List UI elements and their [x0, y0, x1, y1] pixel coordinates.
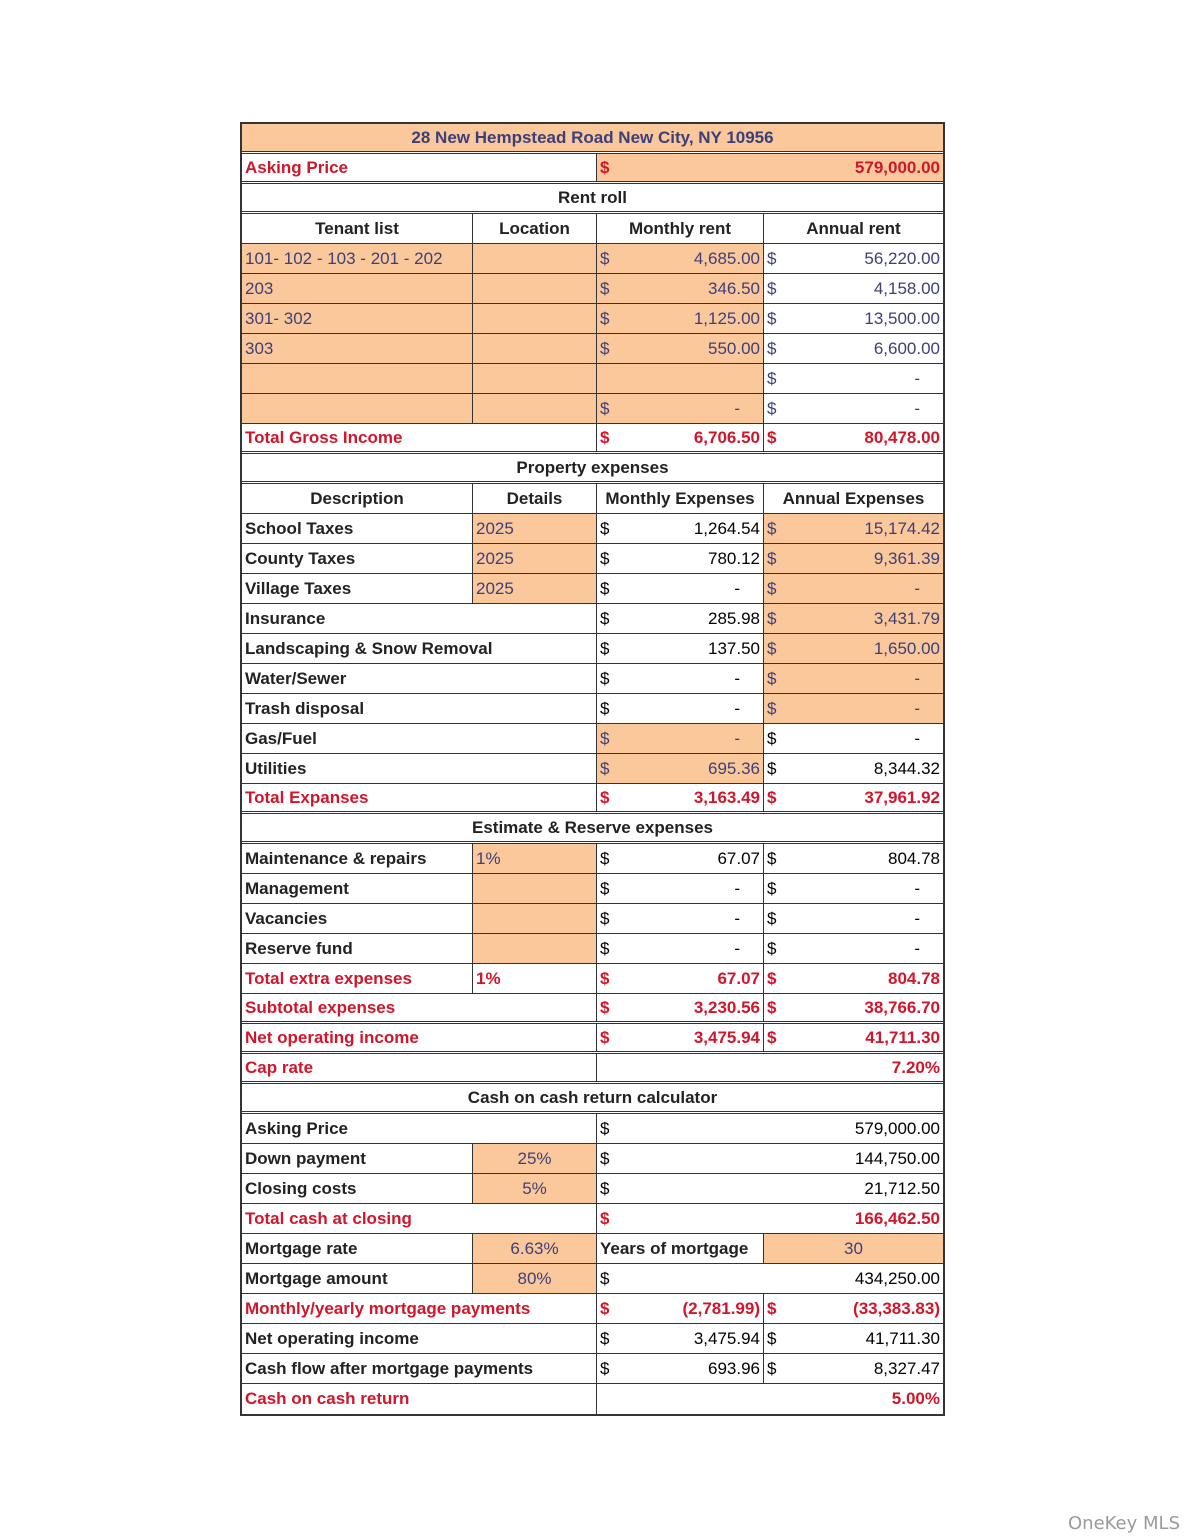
table-row: [242, 754, 943, 784]
mortgage-rate-label: Mortgage rate: [242, 1234, 473, 1263]
tenant-cell: 301- 302: [242, 304, 473, 333]
table-row: [242, 544, 943, 574]
location-cell: [473, 364, 597, 393]
monthly-expense: $ -: [597, 724, 764, 753]
monthly-expense: $ 137.50: [597, 634, 764, 663]
cap-rate-value: 7.20%: [891, 1057, 940, 1077]
cap-rate-row: [242, 1054, 943, 1084]
annual-expense: $ 15,174.42: [764, 514, 943, 543]
rent-roll-heading-row: [242, 184, 943, 214]
subtotal-monthly: $ 3,230.56: [597, 994, 764, 1021]
location-cell: [473, 394, 597, 423]
table-row: [242, 904, 943, 934]
annual-expense: $ 8,344.32: [767, 758, 940, 778]
cashflow-monthly: $ 693.96: [597, 1354, 764, 1383]
net-operating-income-row: [242, 1024, 943, 1054]
table-row: [242, 1234, 943, 1264]
payments-annual: $ (33,383.83): [767, 1298, 940, 1318]
total-annual-expenses: $ 37,961.92: [767, 787, 940, 807]
financial-sheet: [240, 122, 945, 1416]
location-cell: [473, 304, 597, 333]
closing-costs-label: Closing costs: [242, 1174, 473, 1203]
rent-roll-header-row: [242, 214, 943, 244]
table-row: [242, 1144, 943, 1174]
column-header: Description: [242, 484, 473, 513]
total-extra-label: Total extra expenses: [242, 964, 473, 993]
expense-description: Water/Sewer: [242, 664, 597, 693]
down-payment-value: $ 144,750.00: [600, 1148, 940, 1168]
cap-rate-label: Cap rate: [242, 1054, 597, 1081]
column-header: Annual rent: [806, 218, 901, 238]
table-row: [242, 574, 943, 604]
annual-rent-cell: $ -: [767, 398, 920, 418]
reserve-heading-row: [242, 814, 943, 844]
reserve-monthly: $ -: [597, 934, 764, 963]
title-row: [242, 124, 943, 154]
total-gross-income-label: Total Gross Income: [242, 424, 597, 451]
reserve-description: Vacancies: [242, 904, 473, 933]
payments-label: Monthly/yearly mortgage payments: [242, 1294, 597, 1323]
expense-description: Insurance: [242, 604, 597, 633]
coc-noi-label: Net operating income: [242, 1324, 597, 1353]
total-expenses-row: [242, 784, 943, 814]
table-row: [242, 844, 943, 874]
subtotal-expenses-row: [242, 994, 943, 1024]
tenant-cell: 101- 102 - 103 - 201 - 202: [242, 244, 473, 273]
asking-price-label: Asking Price: [242, 154, 597, 181]
reserve-monthly: $ 67.07: [597, 844, 764, 873]
reserve-description: Reserve fund: [242, 934, 473, 963]
cash-on-cash-return-row: [242, 1384, 943, 1414]
subtotal-label: Subtotal expenses: [242, 994, 597, 1021]
property-title: 28 New Hempstead Road New City, NY 10956: [242, 124, 943, 151]
mortgage-rate-pct: 6.63%: [473, 1234, 597, 1263]
monthly-expense: $ -: [597, 694, 764, 723]
column-header: Monthly Expenses: [597, 484, 764, 513]
total-gross-income-row: [242, 424, 943, 454]
reserve-monthly: $ -: [597, 874, 764, 903]
payments-monthly: $ (2,781.99): [597, 1294, 764, 1323]
location-cell: [473, 334, 597, 363]
total-extra-annual: $ 804.78: [767, 968, 940, 988]
table-row: [242, 1114, 943, 1144]
annual-expense: $ -: [764, 694, 943, 723]
monthly-expense: $ -: [597, 574, 764, 603]
reserve-annual: $ -: [767, 938, 920, 958]
column-header: Tenant list: [242, 214, 473, 243]
property-expenses-heading-row: [242, 454, 943, 484]
table-row: [242, 874, 943, 904]
monthly-expense: $ 1,264.54: [597, 514, 764, 543]
column-header: Annual Expenses: [782, 488, 925, 508]
monthly-rent-cell: $ -: [597, 394, 764, 423]
asking-price-value: [597, 154, 943, 181]
currency-symbol: $: [600, 157, 610, 177]
table-row: [242, 634, 943, 664]
tenant-cell: 303: [242, 334, 473, 363]
expense-description: Utilities: [242, 754, 597, 783]
monthly-expense: $ 695.36: [597, 754, 764, 783]
mortgage-amount-pct: 80%: [473, 1264, 597, 1293]
table-row: [242, 664, 943, 694]
total-extra-expenses-row: [242, 964, 943, 994]
coc-noi-annual: $ 41,711.30: [767, 1328, 940, 1348]
monthly-expense: $ 780.12: [597, 544, 764, 573]
noi-annual: $ 41,711.30: [767, 1027, 940, 1047]
coc-return-label: Cash on cash return: [242, 1384, 597, 1414]
coc-return-value: 5.00%: [891, 1389, 940, 1408]
reserve-annual: $ -: [767, 878, 920, 898]
table-row: [242, 1204, 943, 1234]
table-row: [242, 364, 943, 394]
subtotal-annual: $ 38,766.70: [767, 997, 940, 1017]
monthly-rent-cell: [597, 364, 764, 393]
coc-heading: Cash on cash return calculator: [467, 1087, 718, 1107]
annual-expense: $ 1,650.00: [764, 634, 943, 663]
reserve-monthly: $ -: [597, 904, 764, 933]
asking-price-amount: 579,000.00: [854, 157, 940, 177]
table-row: [242, 274, 943, 304]
location-cell: [473, 244, 597, 273]
monthly-rent-cell: $ 1,125.00: [597, 304, 764, 333]
coc-asking-label: Asking Price: [242, 1114, 597, 1143]
monthly-expense: $ -: [597, 664, 764, 693]
total-extra-details: 1%: [473, 964, 597, 993]
monthly-expense: $ 285.98: [597, 604, 764, 633]
table-row: [242, 1174, 943, 1204]
cashflow-annual: $ 8,327.47: [767, 1358, 940, 1378]
total-extra-monthly: $ 67.07: [597, 964, 764, 993]
watermark: OneKey MLS: [1068, 1513, 1180, 1534]
mortgage-amount-value: $ 434,250.00: [600, 1268, 940, 1288]
expense-description: County Taxes: [242, 544, 473, 573]
expense-details: 2025: [473, 574, 597, 603]
closing-costs-pct: 5%: [473, 1174, 597, 1203]
down-payment-label: Down payment: [242, 1144, 473, 1173]
expense-description: Trash disposal: [242, 694, 597, 723]
expense-description: Village Taxes: [242, 574, 473, 603]
table-row: [242, 244, 943, 274]
expense-description: Gas/Fuel: [242, 724, 597, 753]
mortgage-amount-label: Mortgage amount: [242, 1264, 473, 1293]
reserve-details: [473, 934, 597, 963]
table-row: [242, 1354, 943, 1384]
table-row: [242, 514, 943, 544]
table-row: [242, 604, 943, 634]
reserve-details: [473, 874, 597, 903]
years-label: Years of mortgage: [597, 1234, 764, 1263]
annual-expense: $ 9,361.39: [764, 544, 943, 573]
reserve-annual: $ -: [767, 908, 920, 928]
table-row: [242, 1294, 943, 1324]
annual-rent-cell: $ 13,500.00: [767, 308, 940, 328]
expense-description: School Taxes: [242, 514, 473, 543]
monthly-rent-cell: $ 346.50: [597, 274, 764, 303]
table-row: [242, 1324, 943, 1354]
reserve-description: Maintenance & repairs: [242, 844, 473, 873]
down-payment-pct: 25%: [473, 1144, 597, 1173]
annual-expense: $ -: [764, 574, 943, 603]
monthly-rent-cell: $ 4,685.00: [597, 244, 764, 273]
tenant-cell: [242, 364, 473, 393]
monthly-rent-cell: $ 550.00: [597, 334, 764, 363]
coc-noi-monthly: $ 3,475.94: [597, 1324, 764, 1353]
total-monthly-expenses: $ 3,163.49: [597, 784, 764, 811]
total-cash-value: $ 166,462.50: [600, 1208, 940, 1228]
reserve-description: Management: [242, 874, 473, 903]
table-row: [242, 934, 943, 964]
location-cell: [473, 274, 597, 303]
asking-price-row: [242, 154, 943, 184]
tenant-cell: [242, 394, 473, 423]
rent-roll-heading: Rent roll: [558, 187, 627, 207]
column-header: Monthly rent: [597, 214, 764, 243]
expense-details: 2025: [473, 544, 597, 573]
table-row: [242, 304, 943, 334]
total-monthly-rent: $ 6,706.50: [597, 424, 764, 451]
column-header: Details: [473, 484, 597, 513]
reserve-annual: $ 804.78: [767, 848, 940, 868]
table-row: [242, 724, 943, 754]
total-cash-label: Total cash at closing: [242, 1204, 597, 1233]
column-header: Location: [473, 214, 597, 243]
noi-monthly: $ 3,475.94: [597, 1024, 764, 1051]
table-row: [242, 694, 943, 724]
closing-costs-value: $ 21,712.50: [600, 1178, 940, 1198]
annual-expense: $ 3,431.79: [764, 604, 943, 633]
coc-heading-row: [242, 1084, 943, 1114]
annual-rent-cell: $ 56,220.00: [767, 248, 940, 268]
table-row: [242, 334, 943, 364]
coc-asking-value: $ 579,000.00: [600, 1118, 940, 1138]
reserve-details: [473, 904, 597, 933]
tenant-cell: 203: [242, 274, 473, 303]
table-row: [242, 394, 943, 424]
property-expenses-heading: Property expenses: [516, 457, 669, 477]
cashflow-label: Cash flow after mortgage payments: [242, 1354, 597, 1383]
reserve-heading: Estimate & Reserve expenses: [472, 817, 713, 837]
table-row: [242, 1264, 943, 1294]
total-expenses-label: Total Expanses: [242, 784, 597, 811]
expense-details: 2025: [473, 514, 597, 543]
annual-rent-cell: $ 4,158.00: [767, 278, 940, 298]
property-expenses-header-row: [242, 484, 943, 514]
expense-description: Landscaping & Snow Removal: [242, 634, 597, 663]
total-annual-rent: $ 80,478.00: [767, 427, 940, 447]
annual-rent-cell: $ -: [767, 368, 920, 388]
annual-expense: $ -: [767, 728, 920, 748]
reserve-details: 1%: [473, 844, 597, 873]
annual-expense: $ -: [764, 664, 943, 693]
noi-label: Net operating income: [242, 1024, 597, 1051]
years-value: 30: [764, 1234, 943, 1263]
annual-rent-cell: $ 6,600.00: [767, 338, 940, 358]
